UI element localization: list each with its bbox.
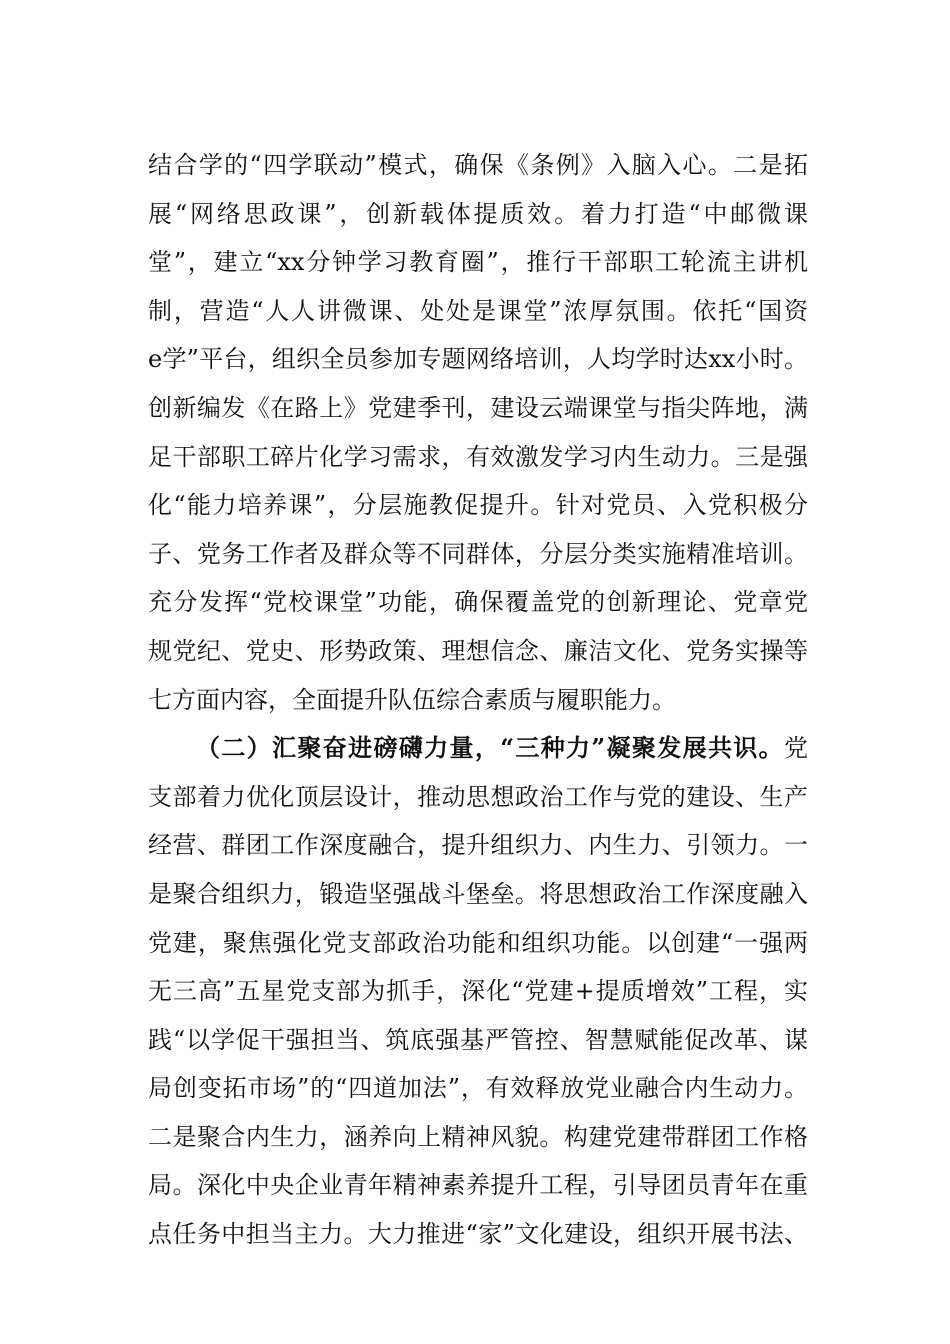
section-heading-tail: 党 [784, 734, 808, 763]
text-line: 足干部职工碎片化学习需求，有效激发学习内生动力。三是强 [148, 442, 808, 471]
text-line: 规党纪、党史、形势政策、理想信念、廉洁文化、党务实操等 [148, 636, 808, 665]
section-heading: （二）汇聚奋进磅礴力量，“三种力”凝聚发展共识。 [196, 733, 784, 763]
text-line: 无三高”五星党支部为抓手，深化“党建+提质增效”工程，实 [148, 977, 808, 1006]
text-line: 结合学的“四学联动”模式，确保《条例》入脑入心。二是拓 [148, 151, 808, 179]
section-heading-line [148, 724, 808, 773]
text-line: 堂”，建立“xx分钟学习教育圈”，推行干部职工轮流主讲机 [148, 248, 808, 277]
text-line: e学”平台，组织全员参加专题网络培训，人均学时达xx小时。 [148, 345, 808, 374]
text-line: 化“能力培养课”，分层施教促提升。针对党员、入党积极分 [148, 491, 808, 520]
text-line: 充分发挥“党校课堂”功能，确保覆盖党的创新理论、党章党 [148, 588, 808, 617]
text-line: 二是聚合内生力，涵养向上精神风貌。构建党建带群团工作格 [148, 1122, 808, 1151]
text-line: 经营、群团工作深度融合，提升组织力、内生力、引领力。一 [148, 831, 808, 860]
text-line: 点任务中担当主力。大力推进“家”文化建设，组织开展书法、 [148, 1220, 808, 1249]
text-line: 践“以学促干强担当、筑底强基严管控、智慧赋能促改革、谋 [148, 1025, 808, 1054]
text-line: 七方面内容，全面提升队伍综合素质与履职能力。 [148, 685, 676, 714]
text-line: 局创变拓市场”的“四道加法”，有效释放党业融合内生动力。 [148, 1074, 808, 1103]
text-line: 是聚合组织力，锻造坚强战斗堡垒。将思想政治工作深度融入 [148, 879, 808, 908]
text-line: 制，营造“人人讲微课、处处是课堂”浓厚氛围。依托“国资 [148, 296, 808, 325]
text-line: 子、党务工作者及群众等不同群体，分层分类实施精准培训。 [148, 539, 808, 568]
document-body [148, 141, 808, 1259]
text-line: 局。深化中央企业青年精神素养提升工程，引导团员青年在重 [148, 1171, 808, 1200]
text-line: 展“网络思政课”，创新载体提质效。着力打造“中邮微课 [148, 199, 808, 228]
text-line: 支部着力优化顶层设计，推动思想政治工作与党的建设、生产 [148, 782, 808, 811]
text-line: 党建，聚焦强化党支部政治功能和组织功能。以创建“一强两 [148, 928, 808, 957]
text-line: 创新编发《在路上》党建季刊，建设云端课堂与指尖阵地，满 [148, 393, 808, 422]
